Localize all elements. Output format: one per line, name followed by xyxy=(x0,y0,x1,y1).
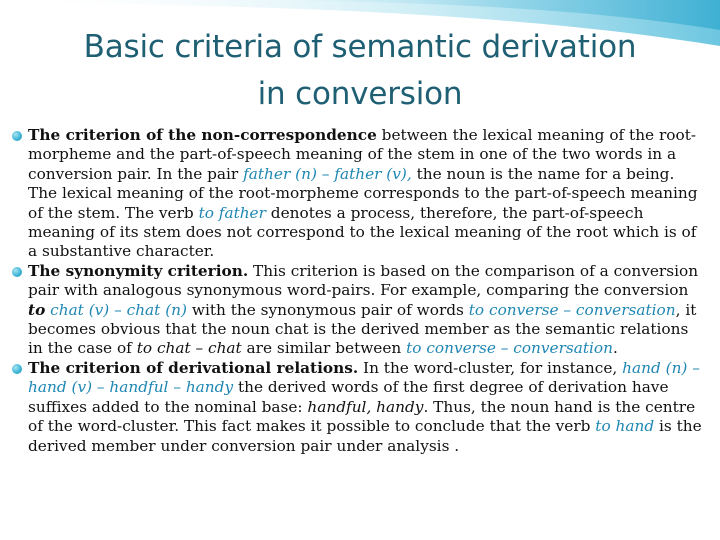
example-text: to hand xyxy=(595,417,655,436)
item-text: This criterion is based on the comparison of a conversion pair with analogous synonymous word-pairs. For example, comparing the conversion xyxy=(28,261,699,300)
title-line-2: in conversion xyxy=(257,76,463,112)
criterion-heading: The synonymity criterion. xyxy=(28,261,249,280)
item-text: between the lexical meaning of the root-morpheme and the part-of-speech meaning of the stem in one of the two words in a conversion pair. In the pair xyxy=(28,126,697,183)
item-text: , it becomes obvious that the noun chat is the derived member as the semantic relations in the case of xyxy=(28,300,697,358)
example-text: handful, handy xyxy=(307,397,424,416)
criterion-heading: The criterion of the non-correspondence xyxy=(28,126,377,144)
item-text: . Thus, the noun hand is the centre of the word-cluster. This fact makes it possible to conclude that the verb xyxy=(28,397,696,436)
item-text: . xyxy=(612,339,618,358)
bullet-icon xyxy=(12,267,22,277)
item-text: denotes a process, therefore, the part-of-speech meaning of its stem does not correspond to the lexical meaning of the root which is of a substantive character. xyxy=(28,203,697,261)
example-text: hand (n) – hand (v) – handful – handy xyxy=(28,358,700,397)
item-text: the derived words of the first degree of derivation have suffixes added to the nominal base: xyxy=(28,378,669,416)
example-text: chat (v) – chat (n) xyxy=(45,300,187,319)
title-line-1: Basic criteria of semantic derivation xyxy=(83,29,637,65)
list-item xyxy=(28,262,704,359)
bullet-icon xyxy=(12,364,22,374)
bullet-icon xyxy=(12,131,22,141)
item-text: are similar between xyxy=(241,339,407,358)
list-item xyxy=(28,359,704,456)
example-text: to father xyxy=(198,203,266,222)
example-text: to xyxy=(28,300,46,319)
slide-title xyxy=(0,24,720,118)
item-text: is the derived member under conversion pair under analysis . xyxy=(28,417,702,455)
example-text: to converse – conversation xyxy=(406,339,613,358)
criterion-heading: The criterion of derivational relations. xyxy=(28,358,359,377)
example-text: to converse – conversation xyxy=(468,300,676,319)
example-text: father (n) – father (v), xyxy=(243,164,412,183)
example-text: to chat – chat xyxy=(136,339,242,358)
item-text: with the synonymous pair of words xyxy=(186,300,469,319)
list-item xyxy=(28,126,704,262)
item-text: the noun is the name for a being. The lexical meaning of the root-morpheme corresponds to the part-of-speech meaning of the stem. The verb xyxy=(28,164,698,222)
item-text: In the word-cluster, for instance, xyxy=(358,358,623,377)
bullet-list xyxy=(28,126,704,456)
